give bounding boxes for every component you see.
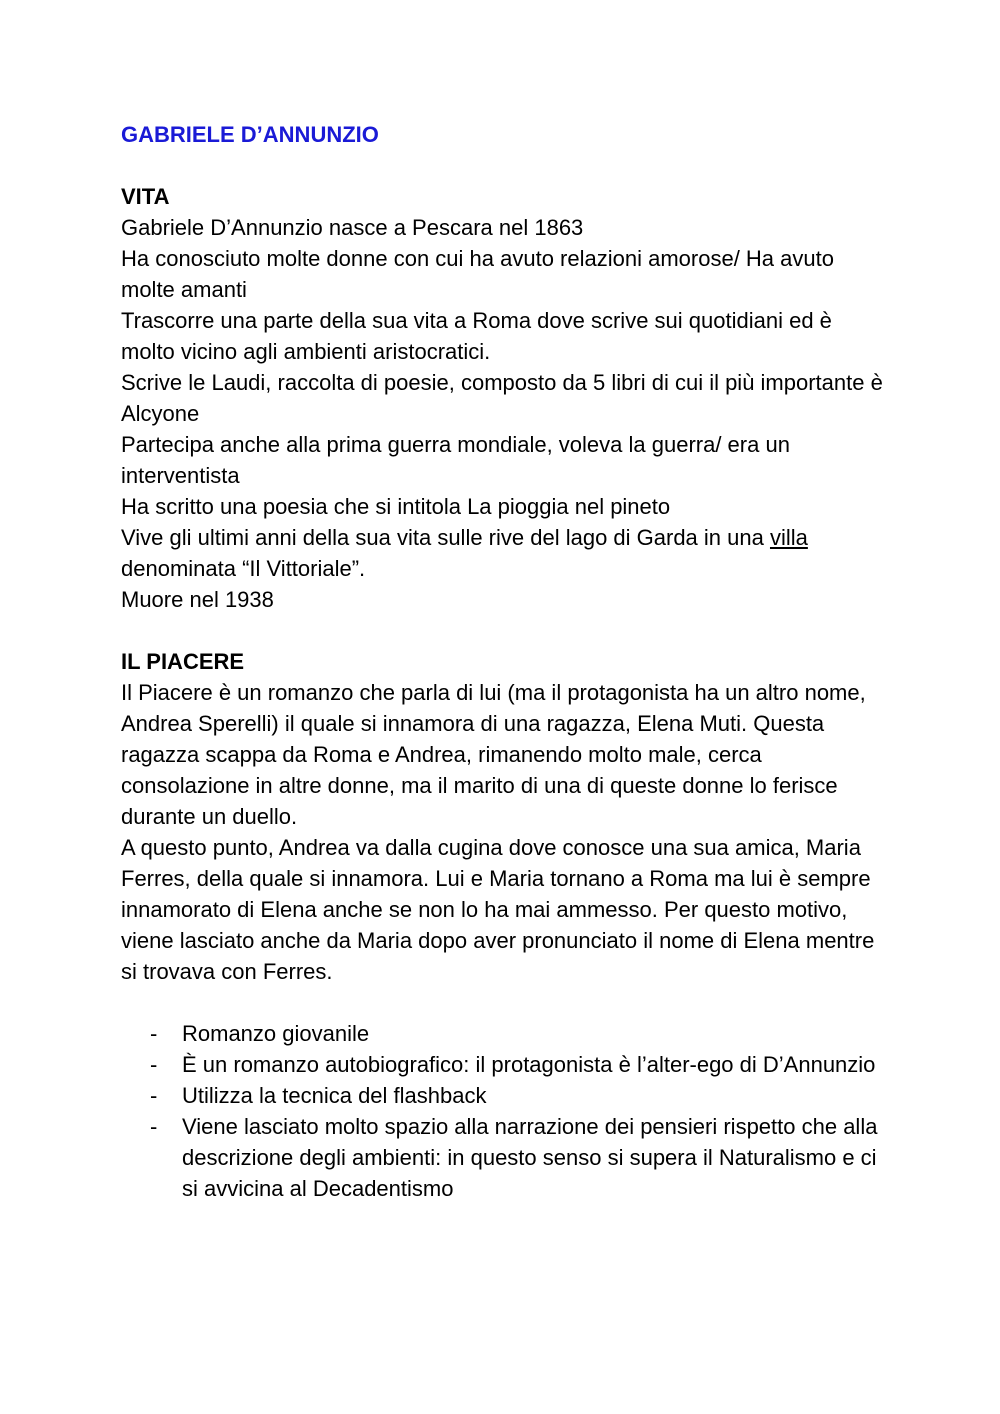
spacer — [121, 987, 891, 1018]
piacere-bullet-list — [121, 1018, 891, 1204]
document-page — [121, 119, 891, 1204]
list-item — [121, 1111, 891, 1204]
section-heading-vita: VITA — [121, 184, 170, 209]
vita-line: Gabriele D’Annunzio nasce a Pescara nel 1863 — [121, 215, 584, 240]
bullet-dash: - — [150, 1114, 158, 1139]
villa-underlined-word: villa — [769, 525, 808, 550]
list-item — [121, 1080, 891, 1111]
list-item — [121, 1049, 891, 1080]
vita-line: Ha scritto una poesia che si intitola La pioggia nel pineto — [121, 494, 671, 519]
vita-villa-text-start: Vive gli ultimi anni della sua vita sulle rive del lago di Garda in una — [121, 525, 770, 550]
list-item-text: Utilizza la tecnica del flashback — [182, 1083, 487, 1108]
piacere-paragraph-2: A questo punto, Andrea va dalla cugina dove conosce una sua amica, Maria Ferres, della quale si innamora. Lui e Maria tornano a Roma ma lui è sempre innamorato di Elena anche se non lo ha mai ammesso. Per questo motivo, viene lasciato anche da Maria dopo aver pronunciato il nome di Elena mentre si trovava con Ferres. — [121, 835, 875, 984]
piacere-paragraph-1: Il Piacere è un romanzo che parla di lui (ma il protagonista ha un altro nome, Andrea Sperelli) il quale si innamora di una ragazza, Elena Muti. Questa ragazza scappa da Roma e Andrea, rimanendo molto male, cerca consolazione in altre donne, ma il marito di una di queste donne lo ferisce durante un duello. — [121, 680, 866, 829]
spacer — [121, 150, 891, 181]
bullet-dash: - — [150, 1021, 158, 1046]
vita-villa-text-end: denominata “Il Vittoriale”. — [121, 556, 366, 581]
vita-line: Scrive le Laudi, raccolta di poesie, composto da 5 libri di cui il più importante è Alcyone — [121, 370, 883, 426]
vita-line-villa — [121, 522, 891, 584]
list-item-text: Romanzo giovanile — [182, 1021, 370, 1046]
vita-line: Trascorre una parte della sua vita a Roma dove scrive sui quotidiani ed è molto vicino agli ambienti aristocratici. — [121, 308, 832, 364]
list-item-text: Viene lasciato molto spazio alla narrazione dei pensieri rispetto che alla descrizione degli ambienti: in questo senso si supera il Naturalismo e ci si avvicina al Decadentismo — [182, 1114, 878, 1201]
spacer — [121, 615, 891, 646]
list-item — [121, 1018, 891, 1049]
vita-line: Ha conosciuto molte donne con cui ha avuto relazioni amorose/ Ha avuto molte amanti — [121, 246, 834, 302]
list-item-text: È un romanzo autobiografico: il protagonista è l’alter-ego di D’Annunzio — [182, 1052, 876, 1077]
bullet-dash: - — [150, 1083, 158, 1108]
document-title: GABRIELE D’ANNUNZIO — [121, 122, 379, 147]
vita-line: Partecipa anche alla prima guerra mondiale, voleva la guerra/ era un interventista — [121, 432, 790, 488]
section-heading-piacere: IL PIACERE — [121, 649, 245, 674]
vita-line-death: Muore nel 1938 — [121, 587, 274, 612]
bullet-dash: - — [150, 1052, 158, 1077]
